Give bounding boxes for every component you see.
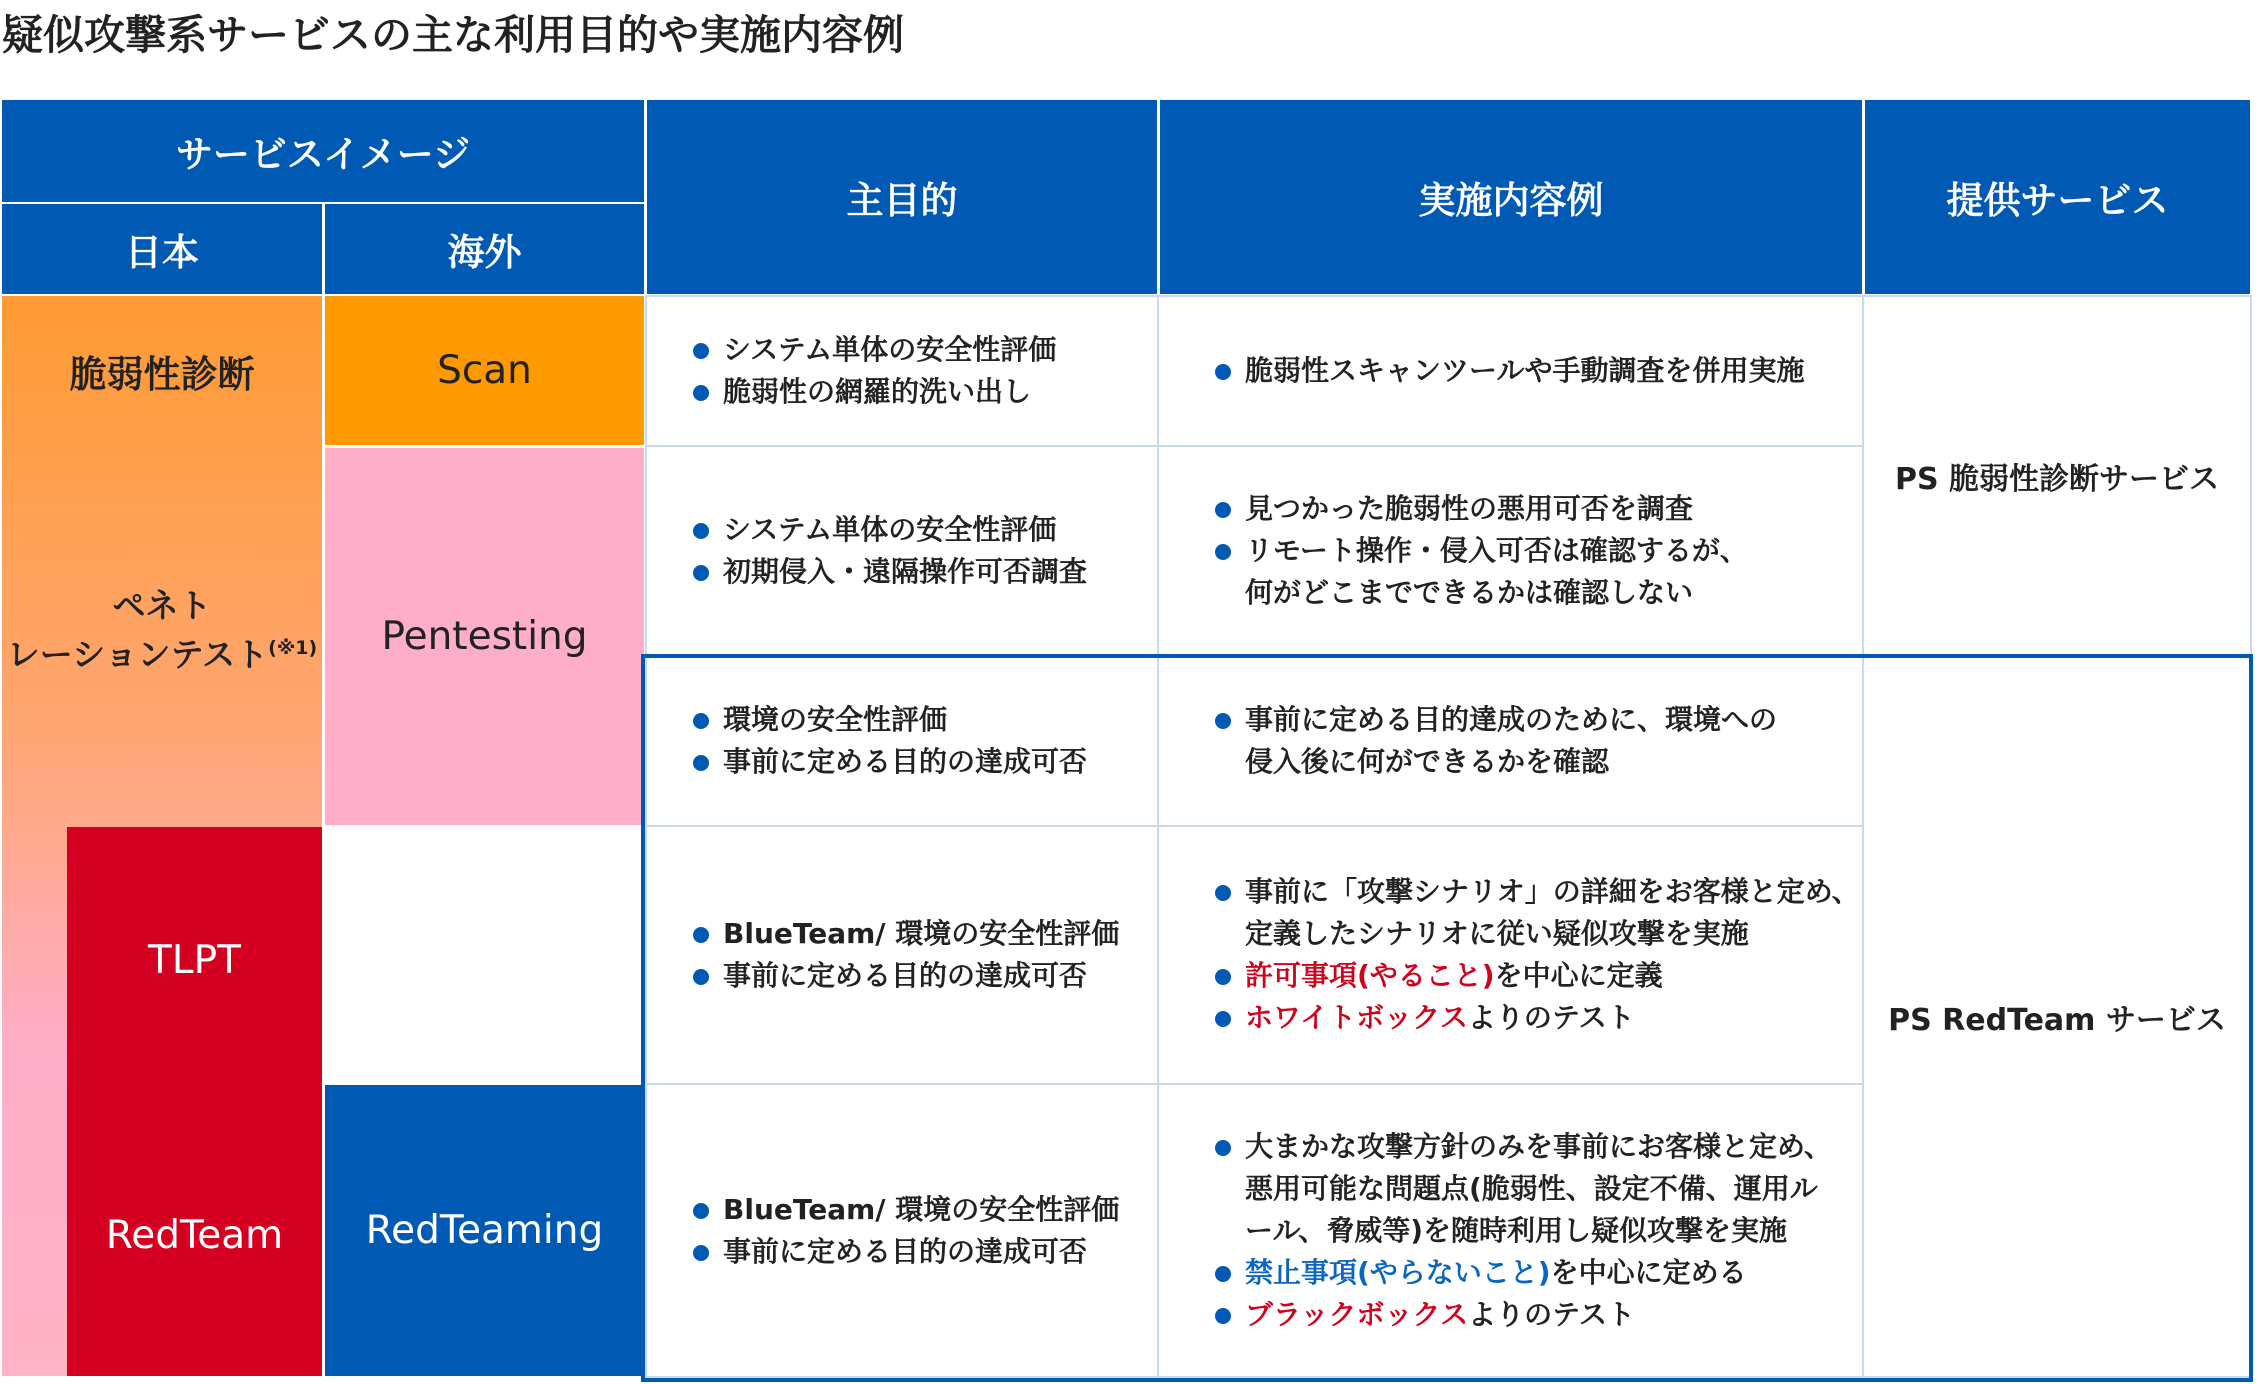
list-item: BlueTeam/ 環境の安全性評価 [691,913,1119,955]
category-empty [325,828,644,1082]
list-item: 事前に定める目的達成のために、環境への 侵入後に何ができるかを確認 [1213,699,1777,783]
category-scan: Scan [325,296,644,445]
list-item: 許可事項(やること)を中心に定義 [1213,955,1860,997]
page-title: 疑似攻撃系サービスの主な利用目的や実施内容例 [2,11,904,59]
header-examples: 実施内容例 [1160,100,1862,294]
category-vuln-diag: 脆弱性診断 [69,353,255,396]
list-item: 事前に定める目的の達成可否 [691,1231,1119,1273]
category-pentest-jp-line2: レーションテスト [6,634,269,674]
service-redteam: PS RedTeam サービス [1862,655,2252,1378]
header-japan: 日本 [2,204,322,294]
list-item: システム単体の安全性評価 [691,509,1087,551]
category-pentest-jp-line1: ペネト [112,585,212,625]
row5-purpose [645,1083,1159,1378]
row1-purpose [645,295,1159,447]
list-item: 事前に「攻撃シナリオ」の詳細をお客様と定め、 定義したシナリオに従い疑似攻撃を実施 [1213,871,1860,955]
row1-examples [1157,295,1864,447]
list-item: 事前に定める目的の達成可否 [691,955,1119,997]
footnote-marker: (※1) [268,636,318,659]
list-item: システム単体の安全性評価 [691,329,1056,371]
list-item: 禁止事項(やらないこと)を中心に定める [1213,1252,1832,1294]
row5-examples [1157,1083,1864,1378]
list-item: 脆弱性スキャンツールや手動調査を併用実施 [1213,350,1804,392]
service-vuln: PS 脆弱性診断サービス [1862,295,2252,657]
category-redteaming: RedTeaming [325,1085,644,1376]
category-pentesting: Pentesting [325,448,644,825]
category-tlpt: TLPT [148,937,241,983]
list-item: 脆弱性の網羅的洗い出し [691,371,1056,413]
row3-purpose [645,655,1159,827]
list-item: ブラックボックスよりのテスト [1213,1294,1832,1336]
header-main-purpose: 主目的 [647,100,1157,294]
header-overseas: 海外 [325,204,644,294]
header-provided-service: 提供サービス [1865,100,2250,294]
list-item: リモート操作・侵入可否は確認するが、 何がどこまでできるかは確認しない [1213,530,1748,614]
header-service-image: サービスイメージ [2,100,644,202]
list-item: ホワイトボックスよりのテスト [1213,997,1860,1039]
list-item: 事前に定める目的の達成可否 [691,741,1087,783]
row2-purpose [645,445,1159,657]
list-item: 大まかな攻撃方針のみを事前にお客様と定め、 悪用可能な問題点(脆弱性、設定不備、運用ル ール、脅威等)を随時利用し疑似攻撃を実施 [1213,1126,1832,1252]
row2-examples [1157,445,1864,657]
row4-purpose [645,825,1159,1085]
category-redteam-jp: RedTeam [105,1212,284,1258]
category-pentest-jp [2,575,322,685]
list-item: 初期侵入・遠隔操作可否調査 [691,551,1087,593]
list-item: BlueTeam/ 環境の安全性評価 [691,1189,1119,1231]
row3-examples [1157,655,1864,827]
row4-examples [1157,825,1864,1085]
list-item: 環境の安全性評価 [691,699,1087,741]
list-item: 見つかった脆弱性の悪用可否を調査 [1213,488,1748,530]
